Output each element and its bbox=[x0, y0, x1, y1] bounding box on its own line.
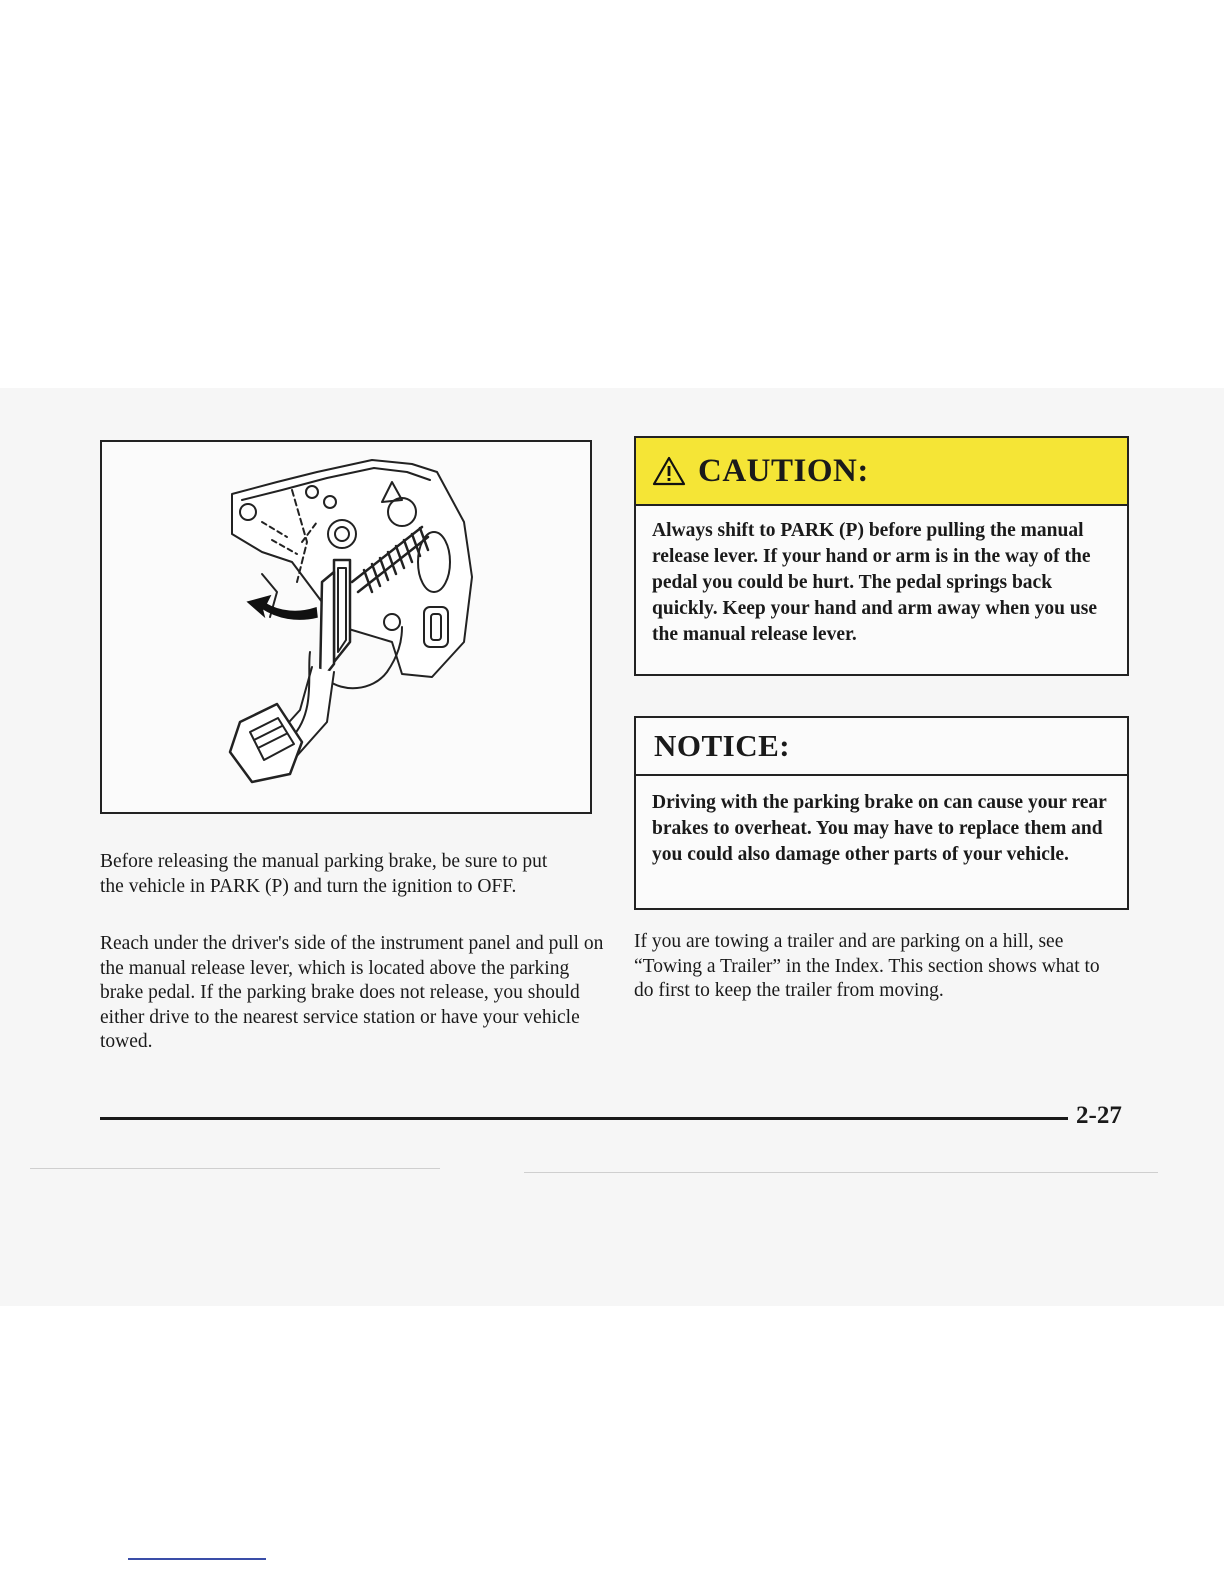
scan-artifact-line-right bbox=[524, 1172, 1158, 1173]
notice-header bbox=[636, 718, 1127, 776]
manual-release-paragraph: Reach under the driver's side of the instrument panel and pull on the manual release lever, which is located above the parking brake pedal. If the parking brake does not release, you should either drive to the nearest service station or have your vehicle towed. bbox=[100, 933, 604, 1052]
bottom-link-underline bbox=[128, 1558, 266, 1560]
caution-header bbox=[636, 438, 1127, 506]
parking-brake-figure bbox=[100, 440, 592, 814]
parking-brake-pedal-illustration bbox=[102, 442, 590, 812]
trailer-parking-paragraph: If you are towing a trailer and are parking on a hill, see “Towing a Trailer” in the Index. This section shows what to do first to keep the trailer from moving. bbox=[634, 931, 1100, 1001]
scan-artifact-line-left bbox=[30, 1168, 440, 1169]
release-instructions-paragraph: Before releasing the manual parking brake, be sure to put the vehicle in PARK (P) and turn the ignition to OFF. bbox=[100, 851, 548, 897]
caution-title: CAUTION: bbox=[698, 452, 869, 489]
caution-text: Always shift to PARK (P) before pulling the manual release lever. If your hand or arm is in the way of the pedal you could be hurt. The pedal springs back quickly. Keep your hand and arm away when you use the manual release lever. bbox=[652, 520, 1097, 645]
notice-box bbox=[634, 716, 1129, 910]
notice-text: Driving with the parking brake on can cause your rear brakes to overheat. You may have to replace them and you could also damage other parts of your vehicle. bbox=[652, 792, 1107, 865]
page-number: 2-27 bbox=[1076, 1102, 1122, 1129]
caution-box bbox=[634, 436, 1129, 676]
warning-triangle-icon bbox=[652, 456, 686, 486]
footer-rule bbox=[100, 1117, 1068, 1120]
notice-title: NOTICE: bbox=[654, 728, 791, 763]
